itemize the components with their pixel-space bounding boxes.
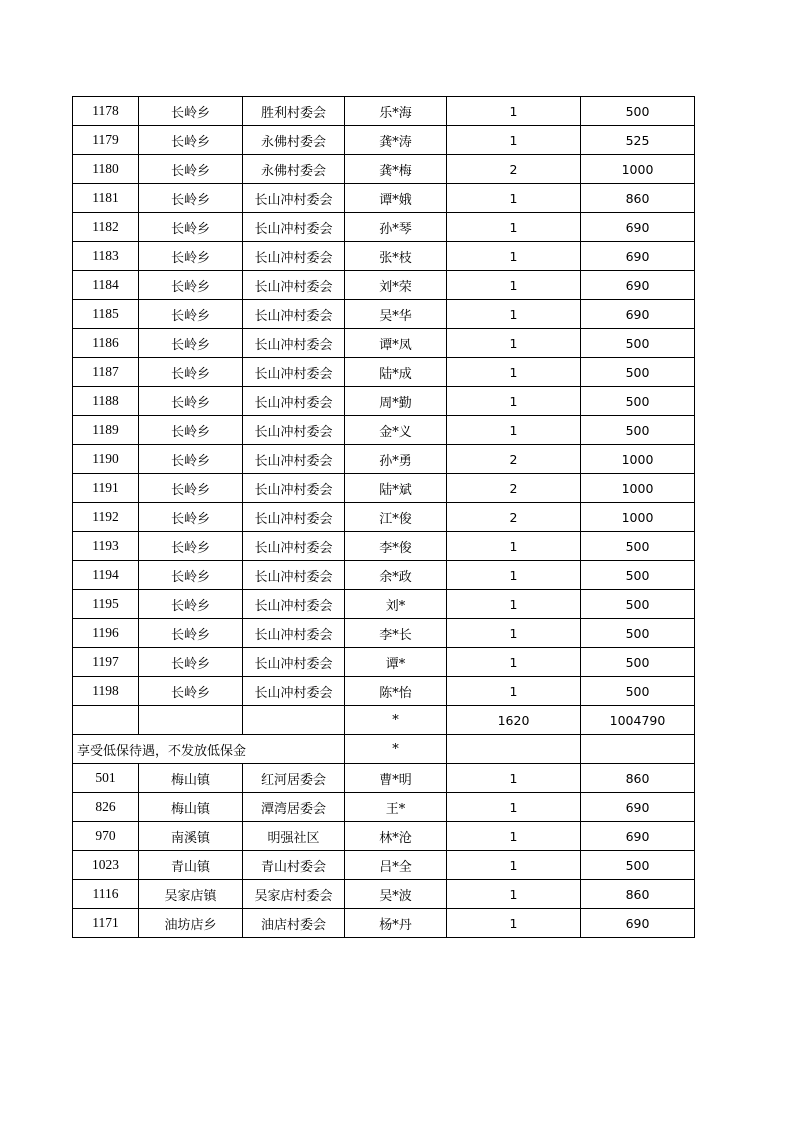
village-cell: 胜利村委会: [243, 97, 345, 126]
id-cell: 1191: [73, 474, 139, 503]
amount-cell: 500: [581, 97, 695, 126]
count-cell: 1: [447, 97, 581, 126]
id-cell: 501: [73, 764, 139, 793]
village-cell: 长山冲村委会: [243, 300, 345, 329]
name-cell: 江*俊: [345, 503, 447, 532]
table-row: [73, 271, 695, 300]
table-row: [73, 648, 695, 677]
count-cell: 1: [447, 561, 581, 590]
section-amount-cell: [581, 735, 695, 764]
name-cell: 乐*海: [345, 97, 447, 126]
township-cell: 南溪镇: [139, 822, 243, 851]
name-cell: 龚*涛: [345, 126, 447, 155]
total-row: [73, 706, 695, 735]
township-cell: 长岭乡: [139, 590, 243, 619]
total-count-cell: 1620: [447, 706, 581, 735]
id-cell: 1196: [73, 619, 139, 648]
amount-cell: 500: [581, 561, 695, 590]
count-cell: 1: [447, 532, 581, 561]
count-cell: 1: [447, 764, 581, 793]
village-cell: 吴家店村委会: [243, 880, 345, 909]
amount-cell: 690: [581, 793, 695, 822]
amount-cell: 500: [581, 358, 695, 387]
amount-cell: 500: [581, 387, 695, 416]
count-cell: 1: [447, 184, 581, 213]
total-village-cell: [243, 706, 345, 735]
name-cell: 孙*琴: [345, 213, 447, 242]
village-cell: 长山冲村委会: [243, 271, 345, 300]
table-row: [73, 590, 695, 619]
count-cell: 1: [447, 329, 581, 358]
township-cell: 长岭乡: [139, 445, 243, 474]
table-row: [73, 851, 695, 880]
id-cell: 970: [73, 822, 139, 851]
township-cell: 长岭乡: [139, 474, 243, 503]
table-row: [73, 561, 695, 590]
total-amount-cell: 1004790: [581, 706, 695, 735]
count-cell: 1: [447, 358, 581, 387]
name-cell: 李*长: [345, 619, 447, 648]
village-cell: 油店村委会: [243, 909, 345, 938]
name-cell: 林*沧: [345, 822, 447, 851]
name-cell: 曹*明: [345, 764, 447, 793]
amount-cell: 690: [581, 909, 695, 938]
id-cell: 1192: [73, 503, 139, 532]
name-cell: 吴*波: [345, 880, 447, 909]
village-cell: 长山冲村委会: [243, 503, 345, 532]
table-row: [73, 532, 695, 561]
amount-cell: 500: [581, 648, 695, 677]
name-cell: 陆*成: [345, 358, 447, 387]
table-row: [73, 822, 695, 851]
id-cell: 1193: [73, 532, 139, 561]
table-row: [73, 184, 695, 213]
table-row: [73, 445, 695, 474]
relief-table: [72, 96, 695, 938]
township-cell: 长岭乡: [139, 503, 243, 532]
village-cell: 永佛村委会: [243, 126, 345, 155]
village-cell: 长山冲村委会: [243, 677, 345, 706]
id-cell: 1183: [73, 242, 139, 271]
table-row: [73, 677, 695, 706]
total-section: [73, 706, 695, 764]
id-cell: 1195: [73, 590, 139, 619]
id-cell: 1197: [73, 648, 139, 677]
name-cell: 陆*斌: [345, 474, 447, 503]
section-count-cell: [447, 735, 581, 764]
township-cell: 青山镇: [139, 851, 243, 880]
count-cell: 1: [447, 271, 581, 300]
count-cell: 1: [447, 300, 581, 329]
count-cell: 1: [447, 126, 581, 155]
name-cell: 孙*勇: [345, 445, 447, 474]
name-cell: 吕*全: [345, 851, 447, 880]
township-cell: 长岭乡: [139, 416, 243, 445]
township-cell: 梅山镇: [139, 764, 243, 793]
amount-cell: 690: [581, 242, 695, 271]
table-row: [73, 880, 695, 909]
amount-cell: 860: [581, 184, 695, 213]
amount-cell: 500: [581, 532, 695, 561]
section-note: 享受低保待遇，不发放低保金: [73, 735, 345, 764]
table-row: [73, 474, 695, 503]
village-cell: 长山冲村委会: [243, 474, 345, 503]
main-rows: [73, 97, 695, 706]
amount-cell: 690: [581, 822, 695, 851]
id-cell: 1186: [73, 329, 139, 358]
amount-cell: 1000: [581, 503, 695, 532]
township-cell: 长岭乡: [139, 213, 243, 242]
amount-cell: 525: [581, 126, 695, 155]
name-cell: 王*: [345, 793, 447, 822]
township-cell: 长岭乡: [139, 184, 243, 213]
village-cell: 长山冲村委会: [243, 619, 345, 648]
name-cell: 龚*梅: [345, 155, 447, 184]
count-cell: 1: [447, 909, 581, 938]
id-cell: 1198: [73, 677, 139, 706]
name-cell: 杨*丹: [345, 909, 447, 938]
village-cell: 青山村委会: [243, 851, 345, 880]
table-row: [73, 126, 695, 155]
section-name-cell: *: [345, 735, 447, 764]
village-cell: 长山冲村委会: [243, 213, 345, 242]
township-cell: 长岭乡: [139, 300, 243, 329]
count-cell: 1: [447, 851, 581, 880]
township-cell: 长岭乡: [139, 561, 243, 590]
table-row: [73, 300, 695, 329]
village-cell: 长山冲村委会: [243, 242, 345, 271]
exempt-rows: [73, 764, 695, 938]
count-cell: 2: [447, 474, 581, 503]
village-cell: 长山冲村委会: [243, 445, 345, 474]
township-cell: 长岭乡: [139, 677, 243, 706]
amount-cell: 690: [581, 213, 695, 242]
count-cell: 1: [447, 242, 581, 271]
count-cell: 1: [447, 677, 581, 706]
count-cell: 1: [447, 416, 581, 445]
township-cell: 长岭乡: [139, 329, 243, 358]
table-row: [73, 329, 695, 358]
table-row: [73, 358, 695, 387]
township-cell: 梅山镇: [139, 793, 243, 822]
township-cell: 长岭乡: [139, 271, 243, 300]
count-cell: 1: [447, 387, 581, 416]
township-cell: 吴家店镇: [139, 880, 243, 909]
total-id-cell: [73, 706, 139, 735]
id-cell: 1184: [73, 271, 139, 300]
village-cell: 长山冲村委会: [243, 648, 345, 677]
village-cell: 长山冲村委会: [243, 329, 345, 358]
count-cell: 1: [447, 793, 581, 822]
name-cell: 余*政: [345, 561, 447, 590]
village-cell: 红河居委会: [243, 764, 345, 793]
id-cell: 826: [73, 793, 139, 822]
name-cell: 李*俊: [345, 532, 447, 561]
township-cell: 长岭乡: [139, 532, 243, 561]
id-cell: 1116: [73, 880, 139, 909]
village-cell: 长山冲村委会: [243, 387, 345, 416]
name-cell: 谭*娥: [345, 184, 447, 213]
amount-cell: 1000: [581, 445, 695, 474]
township-cell: 长岭乡: [139, 358, 243, 387]
name-cell: 谭*凤: [345, 329, 447, 358]
count-cell: 1: [447, 648, 581, 677]
total-township-cell: [139, 706, 243, 735]
id-cell: 1181: [73, 184, 139, 213]
table-row: [73, 155, 695, 184]
id-cell: 1185: [73, 300, 139, 329]
village-cell: 潭湾居委会: [243, 793, 345, 822]
amount-cell: 500: [581, 590, 695, 619]
table-row: [73, 793, 695, 822]
township-cell: 长岭乡: [139, 97, 243, 126]
township-cell: 长岭乡: [139, 387, 243, 416]
table-row: [73, 909, 695, 938]
id-cell: 1182: [73, 213, 139, 242]
name-cell: 张*枝: [345, 242, 447, 271]
total-name-cell: *: [345, 706, 447, 735]
name-cell: 吴*华: [345, 300, 447, 329]
count-cell: 1: [447, 822, 581, 851]
table-row: [73, 416, 695, 445]
count-cell: 1: [447, 590, 581, 619]
count-cell: 1: [447, 880, 581, 909]
id-cell: 1171: [73, 909, 139, 938]
amount-cell: 500: [581, 329, 695, 358]
count-cell: 1: [447, 213, 581, 242]
count-cell: 2: [447, 503, 581, 532]
township-cell: 长岭乡: [139, 242, 243, 271]
village-cell: 长山冲村委会: [243, 358, 345, 387]
village-cell: 长山冲村委会: [243, 416, 345, 445]
name-cell: 金*义: [345, 416, 447, 445]
amount-cell: 500: [581, 619, 695, 648]
id-cell: 1023: [73, 851, 139, 880]
section-header-row: [73, 735, 695, 764]
amount-cell: 690: [581, 271, 695, 300]
village-cell: 长山冲村委会: [243, 184, 345, 213]
village-cell: 永佛村委会: [243, 155, 345, 184]
table-row: [73, 242, 695, 271]
amount-cell: 500: [581, 416, 695, 445]
id-cell: 1180: [73, 155, 139, 184]
name-cell: 周*勤: [345, 387, 447, 416]
id-cell: 1179: [73, 126, 139, 155]
table-row: [73, 387, 695, 416]
township-cell: 长岭乡: [139, 648, 243, 677]
count-cell: 2: [447, 445, 581, 474]
amount-cell: 860: [581, 880, 695, 909]
name-cell: 谭*: [345, 648, 447, 677]
amount-cell: 690: [581, 300, 695, 329]
township-cell: 油坊店乡: [139, 909, 243, 938]
table-row: [73, 503, 695, 532]
village-cell: 长山冲村委会: [243, 532, 345, 561]
name-cell: 刘*荣: [345, 271, 447, 300]
amount-cell: 1000: [581, 155, 695, 184]
id-cell: 1189: [73, 416, 139, 445]
amount-cell: 1000: [581, 474, 695, 503]
table-row: [73, 764, 695, 793]
count-cell: 1: [447, 619, 581, 648]
name-cell: 刘*: [345, 590, 447, 619]
township-cell: 长岭乡: [139, 126, 243, 155]
village-cell: 明强社区: [243, 822, 345, 851]
table-row: [73, 97, 695, 126]
id-cell: 1188: [73, 387, 139, 416]
id-cell: 1190: [73, 445, 139, 474]
township-cell: 长岭乡: [139, 155, 243, 184]
id-cell: 1187: [73, 358, 139, 387]
amount-cell: 500: [581, 851, 695, 880]
village-cell: 长山冲村委会: [243, 590, 345, 619]
table-row: [73, 213, 695, 242]
table-row: [73, 619, 695, 648]
name-cell: 陈*怡: [345, 677, 447, 706]
id-cell: 1178: [73, 97, 139, 126]
village-cell: 长山冲村委会: [243, 561, 345, 590]
township-cell: 长岭乡: [139, 619, 243, 648]
id-cell: 1194: [73, 561, 139, 590]
amount-cell: 860: [581, 764, 695, 793]
count-cell: 2: [447, 155, 581, 184]
amount-cell: 500: [581, 677, 695, 706]
